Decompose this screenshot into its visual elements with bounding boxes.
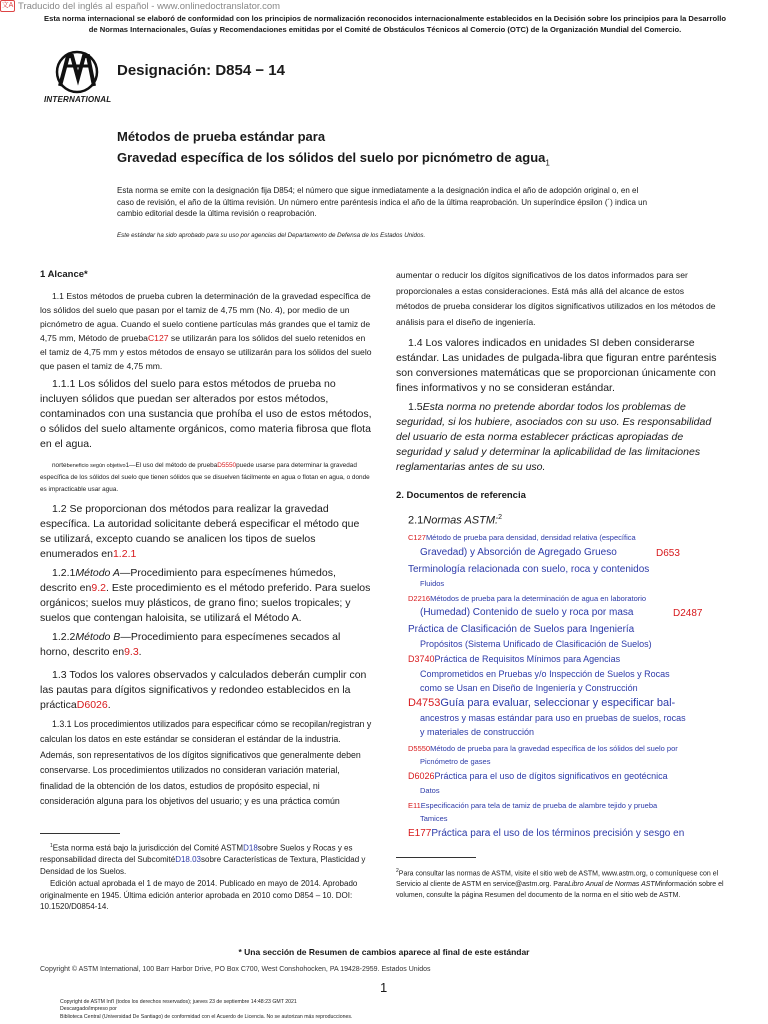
link-c127[interactable]: C127 (147, 332, 169, 343)
top-notice: Esta norma internacional se elaboró de conformidad con los principios de normalización reconocidos internacionalmente establecidos en la Decisión sobre los principios para la Desarrollo de Normas Internacionales, Guías y Recomendaciones emitidas por el Comité de Obstáculos Técnicos al Comercio (OTC) de la Organización Mundial del Comercio. (44, 14, 726, 34)
paragraph-1-2: 1.2 Se proporcionan dos métodos para realizar la gravedad específica. La autoridad solicitante deberá especificar el método que se utilizará, excepto cuando se analicen los tipos de suelos enumerados en1.2.1 (40, 502, 360, 560)
reference-d4753[interactable]: D4753Guía para evaluar, seleccionar y especificar bal- ancestros y masas estándar para uso en pruebas de suelos, rocas y materiales de construcción (408, 696, 686, 737)
approved-note: Este estándar ha sido aprobado para su uso por agencias del Departamento de Defensa de los Estados Unidos. (117, 232, 426, 239)
footnote-rule-right (396, 857, 476, 858)
reference-e177[interactable]: E177Práctica para el uso de los términos precisión y sesgo en (408, 828, 685, 840)
summary-notice: * Una sección de Resumen de cambios aparece al final de este estándar (238, 947, 530, 957)
reference-d5550[interactable]: D5550Método de prueba para la gravedad específica de los sólidos del suelo por Picnómetro de gases (408, 743, 678, 767)
licensing-line-1: Copyright de ASTM Int'l (todos los derechos reservados); jueves 23 de septiembre 14:48:23 GMT 2021 (60, 999, 297, 1005)
reference-d653-title: Terminología relacionada con suelo, roca y contenidos Fluidos (408, 563, 650, 588)
paragraph-1-5: 1.5Esta norma no pretende abordar todos los problemas de seguridad, si los hubiere, asociados con su uso. Es responsabilidad del usuario de esta norma establecer prácticas apropiadas de seguridad y salud y determinar la aplicabilidad de las limitaciones reglamentarias antes de su uso. (396, 401, 712, 473)
subsection-2-1: 2.1Normas ASTM:$^2$ (408, 513, 502, 527)
translator-bar[interactable] (0, 0, 280, 12)
paragraph-1-2-2: 1.2.2Método B—Procedimiento para especímenes secados al horno, descrito en9.3. (40, 630, 341, 658)
page-number: 1 (380, 980, 388, 995)
right-column (396, 268, 718, 842)
reference-d2216[interactable]: D2216Métodos de prueba para la determinación de agua en laboratorio (Humedad) Contenido de suelo y roca por masa (408, 593, 647, 619)
link-d18[interactable]: D18 (243, 843, 258, 853)
link-d6026[interactable]: D6026 (76, 698, 108, 711)
reference-d2487[interactable]: D2487 (673, 608, 703, 620)
paragraph-1-2-1: 1.2.1Método A—Procedimiento para especímenes húmedos, descrito en9.2. Este procedimiento es el método preferido. Para suelos orgánicos; suelos muy plásticos, de grano fino; suelos tropicales; y suelos que contengan haloisita, se utilizará el Método A. (40, 566, 371, 624)
reference-d6026[interactable]: D6026Práctica para el uso de dígitos significativos en geotécnica Datos (408, 771, 668, 795)
title-line-2 (117, 150, 550, 168)
footnote-rule-left (40, 833, 120, 834)
copyright-line: Copyright © ASTM International, 100 Barr Harbor Drive, PO Box C700, West Conshohocken, PA 19428-2959. Estados Unidos (40, 966, 431, 973)
left-column (40, 268, 372, 814)
designation: Designación: D854 − 14 (117, 62, 285, 79)
link-1-2-1[interactable]: 1.2.1 (112, 547, 137, 560)
footnote-1-text: $^1$Esta norma está bajo la jurisdicción del Comité ASTMD18sobre Suelos y Rocas y es responsabilidad directa del SubcomitéD18.03sobre Características de Textura, Plasticidad y Densidad de los Suelos. (40, 843, 366, 876)
section-1-heading: 1 Alcance* (40, 269, 88, 280)
link-9-2[interactable]: 9.2 (91, 581, 106, 594)
logo-text: INTERNATIONAL (44, 95, 112, 104)
licensing-info (60, 999, 352, 1021)
link-9-3[interactable]: 9.3 (124, 645, 139, 658)
note-1: nortebeneficio según objetivo1—El uso del método de pruebaD5550puede usarse para determinar la gravedad específica de los sólidos del suelo que tienen sólidos que se disuelven fácilmente en agua o flotan en agua, o donde es impracticable usar agua. (40, 461, 370, 493)
licensing-line-2: Descargado/impreso por (60, 1006, 117, 1013)
title-line-1: Métodos de prueba estándar para (117, 129, 326, 144)
astm-logo (42, 48, 112, 106)
link-d18-03[interactable]: D18.03 (175, 855, 201, 865)
paragraph-continuation: aumentar o reducir los dígitos significativos de los datos informados para ser proporcionales a estas consideraciones. Está más allá del alcance de estos métodos de prueba considerar los dígitos significativos utilizados en los métodos de análisis para el diseño de ingeniería. (396, 270, 716, 327)
section-2-heading: 2. Documentos de referencia (396, 490, 526, 501)
reference-c127[interactable]: C127Método de prueba para densidad, densidad relativa (específica Gravedad) y Absorción de Agregado Grueso (408, 533, 636, 558)
reference-d653[interactable]: D653 (656, 547, 680, 559)
issued-note: Esta norma se emite con la designación fija D854; el número que sigue inmediatamente a la designación indica el año de adopción original o, en el caso de revisión, el año de la última revisión. Un número entre paréntesis indica el año de la última reaprobación. Un superíndice épsilon (´) indica un cambio editorial desde la última revisión o reaprobación. (117, 186, 648, 218)
paragraph-1-3: 1.3 Todos los valores observados y calculados deberán cumplir con las pautas para dígitos significativos y redondeo establecidos en la prácticaD6026. (40, 668, 367, 711)
reference-d3740[interactable]: D3740Práctica de Requisitos Mínimos para Agencias Comprometidos en Pruebas y/o Inspección de Suelos y Rocas como se Usan en Diseño de Ingeniería y Construcción (408, 654, 670, 693)
reference-d2487-title: Práctica de Clasificación de Suelos para Ingeniería Propósitos (Sistema Unificado de Clasificación de Suelos) (408, 624, 652, 650)
paragraph-1-4: 1.4 Los valores indicados en unidades SI deben considerarse estándar. Las unidades de pulgada-libra que figuran entre paréntesis son conversiones matemáticas que se proporcionan únicamente con fines informativos y no se consideran estándar. (396, 337, 717, 394)
licensing-line-3: Biblioteca Central (Universidad De Santiago) de conformidad con el Acuerdo de Licencia. No se autorizan más reproducciones. (60, 1013, 353, 1020)
footnote-1 (40, 841, 370, 914)
paragraph-1-1-1: 1.1.1 Los sólidos del suelo para estos métodos de prueba no incluyen sólidos que puedan ser alterados por estos métodos, contaminados con una sustancia que prohíba el uso de estos métodos, o sólidos del suelo altamente orgánicos, como materia fibrosa que flota en el agua. (40, 377, 372, 450)
title-text: Gravedad específica de los sólidos del suelo por picnómetro de agua (117, 150, 546, 165)
reference-e11[interactable]: E11Especificación para tela de tamiz de prueba de alambre tejido y prueba Tamices (408, 800, 658, 824)
link-d5550[interactable]: D5550 (217, 461, 237, 469)
title-footnote-mark: 1 (545, 158, 550, 168)
translator-link[interactable]: Traducido del inglés al español - www.onlinedoctranslator.com (18, 0, 281, 12)
footnote-edition: Edición actual aprobada el 1 de mayo de 2014. Publicado en mayo de 2014. Aprobado originalmente en 1945. Última edición anterior aprobada en 2010 como D854 – 10. DOI: 10.1520/D0854-14. (40, 879, 358, 912)
paragraph-1-1: 1.1 Estos métodos de prueba cubren la determinación de la gravedad específica de los sólidos del suelo que pasan por el tamiz de 4,75 mm (No. 4), por medio de un picnómetro de agua. Cuando el suelo contiene partículas más grandes que el tamiz de 4,75 mm, Método de pruebaC127 se utilizarán para los sólidos del suelo retenidos en el tamiz de 4,75 mm y estos métodos de ensayo se utilizarán para los sólidos del suelo que pasen el tamiz de 4,75 mm. (40, 290, 372, 371)
paragraph-1-3-1: 1.3.1 Los procedimientos utilizados para especificar cómo se recopilan/registran y calculan los datos en este estándar se consideran el estándar de la industria. Además, son representativos de los dígitos significativos que generalmente deben conservarse. Los procedimientos utilizados no consideran variación material, finalidad de la obtención de los datos, estudios de propósito especial, ni consideración alguna para los objetivos del usuario; y es una práctica común (40, 718, 372, 806)
footnote-2: $^2$Para consultar las normas de ASTM, visite el sitio web de ASTM, www.astm.org, o comuníquese con el Servicio al cliente de ASTM en service@astm.org. ParaLibro Anual de Normas ASTMinformación sobre el volumen, consulte la página Resumen del documento de la norma en el sitio web de ASTM. (396, 868, 724, 900)
translate-icon: 文A (0, 0, 15, 12)
